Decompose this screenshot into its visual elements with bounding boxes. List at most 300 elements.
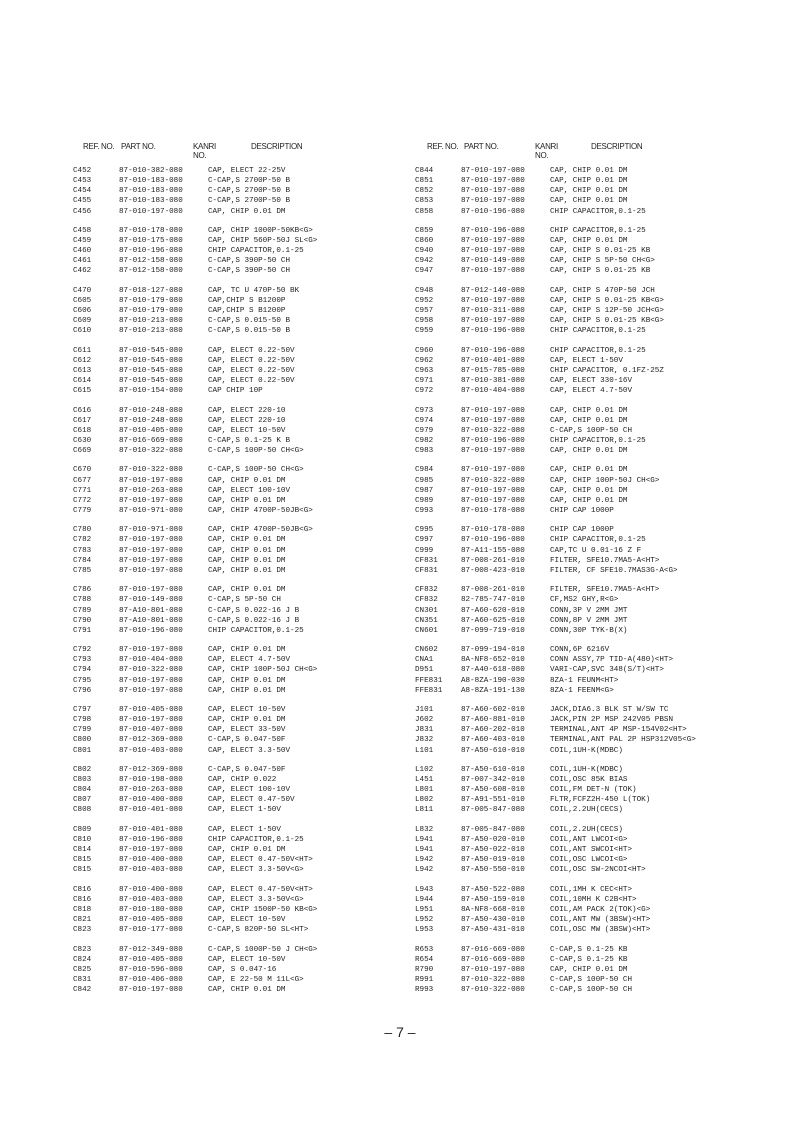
description-cell: CAP, CHIP 0.01 DM bbox=[208, 566, 286, 575]
table-row bbox=[415, 645, 745, 655]
description-cell: 8ZA-1 FEENM<G> bbox=[550, 686, 614, 695]
part-no-cell: 87-010-403-080 bbox=[119, 746, 183, 755]
table-row bbox=[73, 176, 403, 186]
description-cell: CAP, ELECT 0.22-50V bbox=[208, 366, 295, 375]
description-cell: C-CAP,S 100P-50 CH<G> bbox=[208, 447, 304, 456]
description-cell: 8ZA-1 FEUNM<HT> bbox=[550, 676, 619, 685]
description-cell: CAP, ELECT 3.3-50V<G> bbox=[208, 895, 304, 904]
ref-no-cell: CN351 bbox=[415, 616, 438, 625]
ref-no-cell: C669 bbox=[73, 447, 92, 456]
part-no-cell: 87-010-149-080 bbox=[119, 596, 183, 605]
table-row bbox=[415, 476, 745, 486]
part-no-cell: 87-016-669-080 bbox=[119, 436, 183, 445]
table-row bbox=[73, 376, 403, 386]
table-row bbox=[73, 655, 403, 665]
part-no-cell: 87-010-545-080 bbox=[119, 346, 183, 355]
table-row bbox=[415, 496, 745, 506]
part-no-cell: 87-A50-522-080 bbox=[461, 885, 525, 894]
part-no-cell: 87-010-400-080 bbox=[119, 885, 183, 894]
column-header bbox=[73, 142, 403, 166]
description-cell: CAP, CHIP 0.01 DM bbox=[550, 466, 628, 475]
table-row bbox=[73, 735, 403, 745]
table-row bbox=[415, 606, 745, 616]
table-row bbox=[73, 306, 403, 316]
part-no-cell: 87-010-197-080 bbox=[119, 566, 183, 575]
table-row bbox=[73, 825, 403, 835]
table-row bbox=[73, 266, 403, 276]
page-number: – 7 – bbox=[384, 1024, 416, 1040]
description-cell: CAP, CHIP 0.01 DM bbox=[208, 207, 286, 216]
ref-no-cell: C993 bbox=[415, 507, 434, 516]
ref-no-cell: C786 bbox=[73, 586, 92, 595]
description-cell: CAP,TC U 0.01-16 Z F bbox=[550, 546, 642, 555]
table-row bbox=[415, 925, 745, 935]
ref-no-cell: C973 bbox=[415, 406, 434, 415]
description-cell: CAP, CHIP 0.01 DM bbox=[208, 496, 286, 505]
description-cell: CAP, CHIP 100P-50J CH<G> bbox=[208, 666, 318, 675]
description-cell: CAP, CHIP S 0.01-25 KB<G> bbox=[550, 317, 664, 326]
part-no-cell: 87-A60-625-010 bbox=[461, 616, 525, 625]
ref-no-cell: C782 bbox=[73, 536, 92, 545]
description-cell: CHIP CAPACITOR, 0.1FZ-25Z bbox=[550, 366, 664, 375]
description-cell: CAP, CHIP 0.01 DM bbox=[208, 646, 286, 655]
parts-group bbox=[73, 166, 403, 217]
description-cell: COIL,OSC 85K BIAS bbox=[550, 776, 628, 785]
ref-no-cell: C462 bbox=[73, 267, 92, 276]
part-no-cell: 87-010-213-080 bbox=[119, 327, 183, 336]
part-no-cell: 87-A10-801-080 bbox=[119, 616, 183, 625]
ref-no-cell: C613 bbox=[73, 366, 92, 375]
description-cell: CAP, CHIP S 0.01-25 KB bbox=[550, 267, 651, 276]
ref-no-cell: L943 bbox=[415, 885, 434, 894]
ref-no-cell: C853 bbox=[415, 197, 434, 206]
column-header bbox=[415, 142, 745, 166]
parts-group bbox=[73, 945, 403, 996]
ref-no-cell: J832 bbox=[415, 736, 434, 745]
part-no-cell: 87-010-196-080 bbox=[461, 226, 525, 235]
table-row bbox=[415, 486, 745, 496]
part-no-cell: 87-010-596-080 bbox=[119, 965, 183, 974]
description-cell: COIL,OSC SW-2NCOI<HT> bbox=[550, 866, 646, 875]
table-row bbox=[415, 805, 745, 815]
ref-no-cell: L952 bbox=[415, 916, 434, 925]
description-cell: CAP,CHIP S B1200P bbox=[208, 296, 286, 305]
table-row bbox=[415, 446, 745, 456]
ref-no-cell: C455 bbox=[73, 197, 92, 206]
part-no-cell: A8-8ZA-190-030 bbox=[461, 676, 525, 685]
table-row bbox=[415, 955, 745, 965]
part-no-cell: 87-A60-602-010 bbox=[461, 706, 525, 715]
description-cell: CHIP CAPACITOR,0.1-25 bbox=[550, 536, 646, 545]
description-cell: CAP, ELECT 3.3-50V<G> bbox=[208, 866, 304, 875]
table-row bbox=[73, 925, 403, 935]
table-row bbox=[73, 546, 403, 556]
part-no-cell: 87-010-178-080 bbox=[119, 226, 183, 235]
table-row bbox=[415, 326, 745, 336]
part-no-cell: 8A-NF8-652-010 bbox=[461, 656, 525, 665]
ref-no-cell: C974 bbox=[415, 416, 434, 425]
description-cell: CAP, CHIP 0.01 DM bbox=[550, 447, 628, 456]
description-cell: CHIP CAPACITOR,0.1-25 bbox=[208, 835, 304, 844]
ref-no-cell: C799 bbox=[73, 726, 92, 735]
ref-no-cell: C815 bbox=[73, 866, 92, 875]
ref-no-cell: C772 bbox=[73, 496, 92, 505]
ref-no-cell: C606 bbox=[73, 307, 92, 316]
part-no-cell: 87-010-545-080 bbox=[119, 366, 183, 375]
parts-group bbox=[73, 705, 403, 756]
part-no-cell: 87-010-196-080 bbox=[119, 247, 183, 256]
part-no-cell: 87-A50-019-010 bbox=[461, 856, 525, 865]
part-no-cell: 87-010-179-080 bbox=[119, 307, 183, 316]
part-no-cell: 87-010-971-080 bbox=[119, 507, 183, 516]
table-row bbox=[73, 616, 403, 626]
part-no-cell: 87-010-407-080 bbox=[119, 726, 183, 735]
description-cell: C-CAP,S 0.1-25 KB bbox=[550, 955, 628, 964]
table-row bbox=[73, 207, 403, 217]
ref-no-cell: C795 bbox=[73, 676, 92, 685]
part-no-cell: 87-010-179-080 bbox=[119, 296, 183, 305]
description-cell: TERMINAL,ANT PAL 2P HSP312V05<G> bbox=[550, 736, 696, 745]
ref-no-cell: C459 bbox=[73, 237, 92, 246]
table-row bbox=[415, 556, 745, 566]
description-cell: CHIP CAP 1000P bbox=[550, 507, 614, 516]
part-no-cell: 87-010-197-080 bbox=[119, 546, 183, 555]
parts-group bbox=[415, 585, 745, 636]
table-row bbox=[73, 316, 403, 326]
part-no-cell: 87-010-197-080 bbox=[119, 646, 183, 655]
ref-no-cell: C470 bbox=[73, 286, 92, 295]
description-cell: CAP, CHIP 0.01 DM bbox=[208, 686, 286, 695]
part-no-cell: 87-A40-618-080 bbox=[461, 666, 525, 675]
ref-no-cell: R790 bbox=[415, 965, 434, 974]
table-row bbox=[415, 845, 745, 855]
table-row bbox=[415, 356, 745, 366]
description-cell: CAP, ELECT 0.47-50V<HT> bbox=[208, 856, 313, 865]
header-kanri-no: KANRI NO. bbox=[193, 142, 216, 160]
part-no-cell: 87-010-197-080 bbox=[119, 716, 183, 725]
description-cell: CHIP CAPACITOR,0.1-25 bbox=[208, 247, 304, 256]
ref-no-cell: C979 bbox=[415, 426, 434, 435]
table-row bbox=[415, 686, 745, 696]
part-no-cell: 87-010-311-080 bbox=[461, 307, 525, 316]
ref-no-cell: C814 bbox=[73, 846, 92, 855]
table-row bbox=[73, 286, 403, 296]
table-row bbox=[415, 525, 745, 535]
table-row bbox=[73, 476, 403, 486]
parts-group bbox=[73, 525, 403, 576]
ref-no-cell: C818 bbox=[73, 905, 92, 914]
table-row bbox=[73, 945, 403, 955]
ref-no-cell: C999 bbox=[415, 546, 434, 555]
ref-no-cell: C460 bbox=[73, 247, 92, 256]
part-no-cell: 87-010-197-080 bbox=[461, 296, 525, 305]
ref-no-cell: L811 bbox=[415, 806, 434, 815]
description-cell: CAP, CHIP S 0.01-25 KB bbox=[550, 247, 651, 256]
description-cell: C-CAP,S 2700P-50 B bbox=[208, 177, 291, 186]
description-cell: CAP, CHIP 1000P-50KB<G> bbox=[208, 226, 313, 235]
part-no-cell: 87-010-404-080 bbox=[461, 387, 525, 396]
ref-no-cell: C831 bbox=[73, 976, 92, 984]
ref-no-cell: C794 bbox=[73, 666, 92, 675]
ref-no-cell: C454 bbox=[73, 187, 92, 196]
ref-no-cell: C792 bbox=[73, 646, 92, 655]
description-cell: COIL,10MH K C2B<HT> bbox=[550, 895, 637, 904]
parts-group bbox=[415, 346, 745, 397]
part-no-cell: 87-010-197-080 bbox=[119, 846, 183, 855]
description-cell: C-CAP,S 0.047-50F bbox=[208, 736, 286, 745]
ref-no-cell: C982 bbox=[415, 436, 434, 445]
ref-no-cell: C610 bbox=[73, 327, 92, 336]
table-row bbox=[73, 865, 403, 875]
part-no-cell: 87-005-847-080 bbox=[461, 806, 525, 815]
description-cell: CAP, CHIP 100P-50J CH<G> bbox=[550, 476, 660, 485]
ref-no-cell: C859 bbox=[415, 226, 434, 235]
table-row bbox=[73, 775, 403, 785]
description-cell: C-CAP,S 0.015-50 B bbox=[208, 327, 291, 336]
description-cell: CAP, ELECT 330-16V bbox=[550, 377, 633, 386]
description-cell: CAP, CHIP 0.022 bbox=[208, 776, 277, 785]
description-cell: C-CAP,S 2700P-50 B bbox=[208, 187, 291, 196]
ref-no-cell: L942 bbox=[415, 866, 434, 875]
table-row bbox=[73, 585, 403, 595]
ref-no-cell: C779 bbox=[73, 507, 92, 516]
table-row bbox=[415, 196, 745, 206]
ref-no-cell: C804 bbox=[73, 786, 92, 795]
table-row bbox=[415, 855, 745, 865]
ref-no-cell: L101 bbox=[415, 746, 434, 755]
ref-no-cell: FFE831 bbox=[415, 686, 443, 695]
description-cell: COIL,1UH-K(MDBC) bbox=[550, 746, 623, 755]
description-cell: C-CAP,S 0.022-16 J B bbox=[208, 606, 300, 615]
ref-no-cell: C780 bbox=[73, 526, 92, 535]
part-no-cell: 87-015-785-080 bbox=[461, 366, 525, 375]
table-row bbox=[73, 595, 403, 605]
table-row bbox=[73, 645, 403, 655]
description-cell: CAP, ELECT 100-10V bbox=[208, 786, 291, 795]
table-row bbox=[73, 905, 403, 915]
description-cell: COIL,1MH K CEC<HT> bbox=[550, 885, 633, 894]
description-cell: CAP, CHIP 0.01 DM bbox=[550, 237, 628, 246]
ref-no-cell: CF831 bbox=[415, 556, 438, 565]
parts-group bbox=[415, 885, 745, 936]
part-no-cell: 87-010-382-080 bbox=[119, 167, 183, 175]
description-cell: C-CAP,S 820P-50 SL<HT> bbox=[208, 926, 309, 935]
ref-no-cell: C942 bbox=[415, 257, 434, 266]
ref-no-cell: C948 bbox=[415, 286, 434, 295]
part-no-cell: 87-010-405-080 bbox=[119, 916, 183, 925]
ref-no-cell: C452 bbox=[73, 167, 92, 175]
ref-no-cell: C458 bbox=[73, 226, 92, 235]
description-cell: FILTER, SFE10.7MA5-A<HT> bbox=[550, 556, 660, 565]
table-row bbox=[73, 296, 403, 306]
description-cell: CAP, CHIP 4700P-50JB<G> bbox=[208, 507, 313, 516]
ref-no-cell: CF832 bbox=[415, 596, 438, 605]
table-row bbox=[73, 326, 403, 336]
description-cell: CAP, ELECT 4.7-50V bbox=[550, 387, 633, 396]
parts-group bbox=[73, 346, 403, 397]
description-cell: CAP,CHIP S B1200P bbox=[208, 307, 286, 316]
description-cell: C-CAP,S 390P-50 CH bbox=[208, 257, 291, 266]
table-row bbox=[415, 965, 745, 975]
table-row bbox=[415, 665, 745, 675]
ref-no-cell: C615 bbox=[73, 387, 92, 396]
part-no-cell: 87-010-404-080 bbox=[119, 656, 183, 665]
table-row bbox=[415, 166, 745, 176]
part-no-cell: 87-005-847-080 bbox=[461, 825, 525, 834]
description-cell: VARI-CAP,SVC 348(S/T)<HT> bbox=[550, 666, 664, 675]
table-row bbox=[415, 785, 745, 795]
ref-no-cell: L941 bbox=[415, 846, 434, 855]
ref-no-cell: C858 bbox=[415, 207, 434, 216]
table-row bbox=[73, 346, 403, 356]
part-no-cell: 87-010-322-080 bbox=[119, 466, 183, 475]
ref-no-cell: C958 bbox=[415, 317, 434, 326]
ref-no-cell: CN602 bbox=[415, 646, 438, 655]
description-cell: C-CAP,S 0.1-25 KB bbox=[550, 945, 628, 954]
part-no-cell: 87-A50-610-010 bbox=[461, 746, 525, 755]
ref-no-cell: J602 bbox=[415, 716, 434, 725]
part-no-cell: 87-010-196-080 bbox=[119, 626, 183, 635]
part-no-cell: 87-010-197-080 bbox=[461, 187, 525, 196]
description-cell: CAP, CHIP 0.01 DM bbox=[550, 197, 628, 206]
table-row bbox=[73, 256, 403, 266]
part-no-cell: 82-785-747-010 bbox=[461, 596, 525, 605]
part-no-cell: 87-010-248-080 bbox=[119, 416, 183, 425]
part-no-cell: 87-010-177-080 bbox=[119, 926, 183, 935]
part-no-cell: 87-010-196-080 bbox=[461, 327, 525, 336]
ref-no-cell: C788 bbox=[73, 596, 92, 605]
header-ref-no: REF. NO. bbox=[83, 142, 115, 151]
header-part-no: PART NO. bbox=[464, 142, 499, 151]
ref-no-cell: C791 bbox=[73, 626, 92, 635]
description-cell: CAP, ELECT 0.22-50V bbox=[208, 346, 295, 355]
parts-group bbox=[73, 286, 403, 337]
table-row bbox=[415, 775, 745, 785]
ref-no-cell: C461 bbox=[73, 257, 92, 266]
part-no-cell: 87-A91-551-010 bbox=[461, 796, 525, 805]
ref-no-cell: C790 bbox=[73, 616, 92, 625]
table-row bbox=[415, 585, 745, 595]
description-cell: CAP, CHIP 0.01 DM bbox=[208, 676, 286, 685]
description-cell: CAP, ELECT 1-50V bbox=[550, 356, 623, 365]
description-cell: C-CAP,S 1000P-50 J CH<G> bbox=[208, 945, 318, 954]
table-row bbox=[73, 676, 403, 686]
part-no-cell: 87-010-403-080 bbox=[119, 866, 183, 875]
parts-group bbox=[415, 705, 745, 756]
ref-no-cell: C456 bbox=[73, 207, 92, 216]
description-cell: C-CAP,S 100P-50 CH<G> bbox=[208, 466, 304, 475]
part-no-cell: 87-010-263-080 bbox=[119, 486, 183, 495]
parts-group bbox=[73, 825, 403, 876]
table-row bbox=[73, 465, 403, 475]
part-no-cell: 87-012-158-080 bbox=[119, 257, 183, 266]
table-row bbox=[73, 166, 403, 176]
table-row bbox=[415, 306, 745, 316]
table-row bbox=[415, 725, 745, 735]
part-no-cell: 87-010-197-080 bbox=[461, 496, 525, 505]
part-no-cell: 87-010-322-080 bbox=[461, 426, 525, 435]
part-no-cell: 87-008-261-010 bbox=[461, 586, 525, 595]
table-row bbox=[415, 416, 745, 426]
ref-no-cell: CN601 bbox=[415, 626, 438, 635]
part-no-cell: 87-010-149-080 bbox=[461, 257, 525, 266]
parts-group bbox=[415, 945, 745, 996]
description-cell: CAP, ELECT 0.47-50V bbox=[208, 796, 295, 805]
description-cell: CAP, CHIP 0.01 DM bbox=[550, 496, 628, 505]
description-cell: CAP, CHIP 0.01 DM bbox=[550, 177, 628, 186]
table-row bbox=[73, 805, 403, 815]
description-cell: C-CAP,S 390P-50 CH bbox=[208, 267, 291, 276]
table-row bbox=[415, 655, 745, 665]
description-cell: CAP, ELECT 3.3-50V bbox=[208, 746, 291, 755]
table-row bbox=[73, 915, 403, 925]
ref-no-cell: C815 bbox=[73, 856, 92, 865]
ref-no-cell: C798 bbox=[73, 716, 92, 725]
table-row bbox=[415, 535, 745, 545]
parts-group bbox=[415, 226, 745, 277]
description-cell: CAP, ELECT 220-10 bbox=[208, 406, 286, 415]
part-no-cell: 87-010-178-080 bbox=[461, 507, 525, 516]
ref-no-cell: C940 bbox=[415, 247, 434, 256]
table-row bbox=[415, 765, 745, 775]
table-row bbox=[415, 975, 745, 985]
header-description: DESCRIPTION bbox=[591, 142, 643, 151]
table-row bbox=[415, 705, 745, 715]
part-no-cell: 87-012-369-080 bbox=[119, 765, 183, 774]
header-kanri-no: KANRI NO. bbox=[535, 142, 558, 160]
table-row bbox=[415, 406, 745, 416]
part-no-cell: 87-010-197-080 bbox=[461, 267, 525, 276]
ref-no-cell: C963 bbox=[415, 366, 434, 375]
table-row bbox=[73, 446, 403, 456]
header-ref-no: REF. NO. bbox=[427, 142, 459, 151]
part-no-cell: 87-012-158-080 bbox=[119, 267, 183, 276]
description-cell: CAP, CHIP 0.01 DM bbox=[208, 846, 286, 855]
ref-no-cell: C784 bbox=[73, 556, 92, 565]
description-cell: CAP, CHIP 0.01 DM bbox=[208, 986, 286, 995]
part-no-cell: 87-010-403-080 bbox=[119, 895, 183, 904]
ref-no-cell: C860 bbox=[415, 237, 434, 246]
ref-no-cell: C789 bbox=[73, 606, 92, 615]
table-row bbox=[415, 176, 745, 186]
part-no-cell: 87-A10-801-080 bbox=[119, 606, 183, 615]
description-cell: CAP, ELECT 4.7-50V bbox=[208, 656, 291, 665]
ref-no-cell: C801 bbox=[73, 746, 92, 755]
part-no-cell: 87-010-197-080 bbox=[119, 586, 183, 595]
description-cell: CAP, CHIP S 470P-50 JCH bbox=[550, 286, 655, 295]
description-cell: CAP, CHIP 0.01 DM bbox=[550, 167, 628, 175]
ref-no-cell: C609 bbox=[73, 317, 92, 326]
ref-no-cell: J831 bbox=[415, 726, 434, 735]
part-no-cell: 87-010-322-080 bbox=[461, 976, 525, 984]
table-row bbox=[73, 895, 403, 905]
part-no-cell: 87-010-263-080 bbox=[119, 786, 183, 795]
part-no-cell: 87-010-400-080 bbox=[119, 796, 183, 805]
table-row bbox=[73, 985, 403, 995]
part-no-cell: 87-008-423-010 bbox=[461, 566, 525, 575]
table-row bbox=[73, 765, 403, 775]
ref-no-cell: C825 bbox=[73, 965, 92, 974]
ref-no-cell: CNA1 bbox=[415, 656, 434, 665]
ref-no-cell: L102 bbox=[415, 765, 434, 774]
parts-list-right bbox=[415, 166, 745, 995]
ref-no-cell: C995 bbox=[415, 526, 434, 535]
ref-no-cell: L941 bbox=[415, 835, 434, 844]
table-row bbox=[415, 236, 745, 246]
part-no-cell: 87-010-197-080 bbox=[119, 686, 183, 695]
description-cell: CAP CHIP 10P bbox=[208, 387, 263, 396]
description-cell: FLTR,FCFZ2H-450 L(TOK) bbox=[550, 796, 651, 805]
